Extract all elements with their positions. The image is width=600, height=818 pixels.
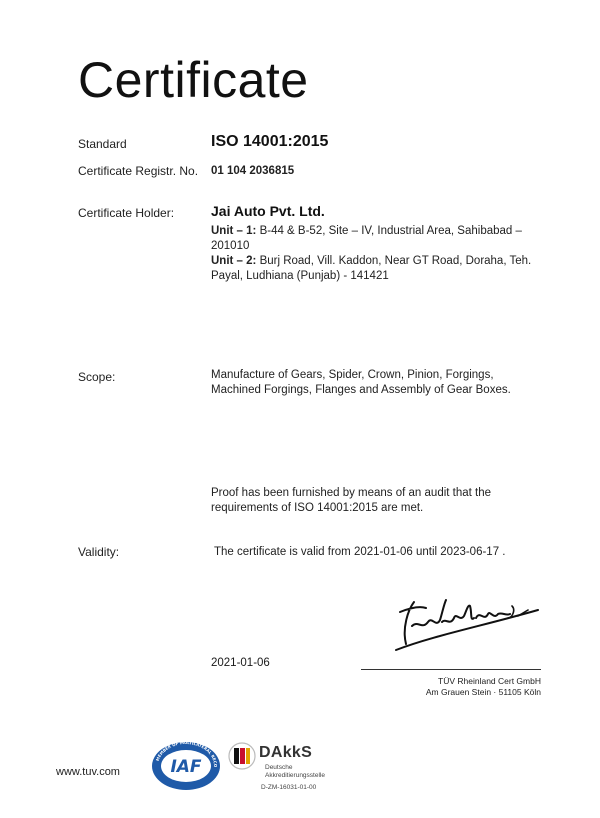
issuer-name: TÜV Rheinland Cert GmbH — [438, 676, 541, 686]
holder-unit-2 — [211, 254, 551, 284]
dakks-line-2: Akkreditierungsstelle — [265, 772, 325, 779]
standard-label: Standard — [78, 137, 127, 151]
standard-value: ISO 14001:2015 — [211, 133, 329, 150]
issuer-address: Am Grauen Stein · 51105 Köln — [425, 687, 541, 697]
registration-label: Certificate Registr. No. — [78, 164, 199, 178]
signature-line — [361, 669, 541, 670]
validity-text: The certificate is valid from 2021-01-06 until 2023-06-17 . — [214, 546, 506, 558]
dakks-emblem-icon — [228, 742, 256, 770]
iaf-ring-text: MEMBER OF MULTILATERAL RECO — [154, 740, 219, 768]
iaf-logo-icon — [150, 740, 222, 792]
issue-date: 2021-01-06 — [211, 657, 270, 669]
holder-name: Jai Auto Pvt. Ltd. — [211, 203, 325, 219]
holder-label: Certificate Holder: — [78, 206, 175, 220]
unit-2-address: Burj Road, Vill. Kaddon, Near GT Road, Doraha, Teh. Payal, Ludhiana (Punjab) - 141421 — [211, 255, 532, 282]
unit-2-label: Unit – 2: — [211, 255, 257, 267]
validity-label: Validity: — [78, 545, 120, 559]
scope-text: Manufacture of Gears, Spider, Crown, Pinion, Forgings, Machined Forgings, Flanges and Assembly of Gear Boxes. — [211, 369, 511, 396]
unit-1-label: Unit – 1: — [211, 225, 257, 237]
dakks-logo — [228, 740, 338, 798]
dakks-logo-text: DAkkS — [259, 744, 313, 761]
unit-1-address: B-44 & B-52, Site – IV, Industrial Area, Sahibabad – 201010 — [211, 225, 522, 252]
certificate-title: Certificate — [78, 52, 309, 108]
dakks-line-1: Deutsche — [265, 764, 293, 771]
iaf-logo-text: IAF — [170, 757, 202, 777]
scope-label: Scope: — [78, 370, 116, 384]
website-link[interactable]: www.tuv.com — [56, 766, 120, 778]
signature — [392, 592, 542, 654]
dakks-accreditation-number: D-ZM-16031-01-00 — [261, 784, 317, 791]
registration-number: 01 104 2036815 — [211, 165, 295, 177]
holder-unit-1 — [211, 224, 551, 254]
proof-statement: Proof has been furnished by means of an audit that the requirements of ISO 14001:2015 are met. — [211, 487, 492, 514]
